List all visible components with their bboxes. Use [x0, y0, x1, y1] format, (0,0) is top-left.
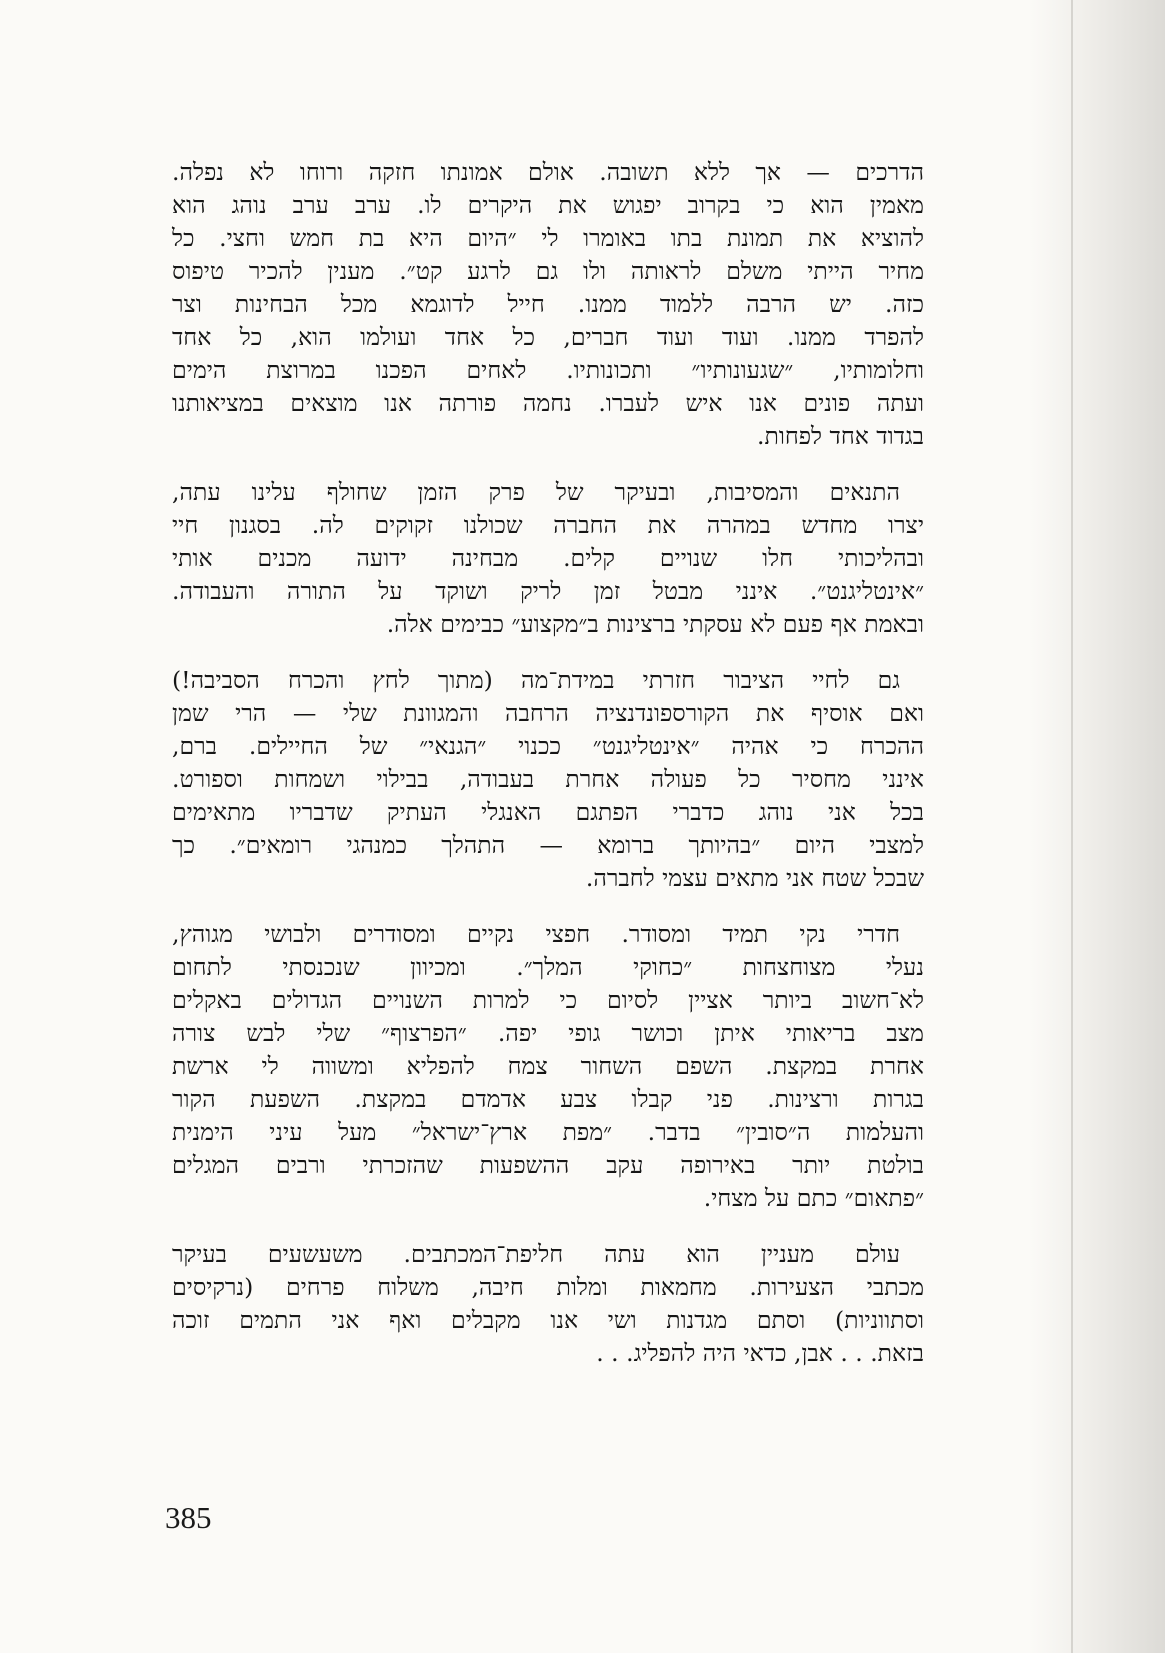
- paragraph-4: [172, 918, 924, 1215]
- text-line: למצבי היום ״בהיותך ברומא — התהלך כמנהגי רומאים״. כך: [172, 831, 924, 859]
- text-line: מחיר הייתי משלם לראותה ולו גם לרגע קט״. מענין להכיר טיפוס: [172, 257, 924, 285]
- text-line: כזה. יש הרבה ללמוד ממנו. חייל לדוגמא מכל הבחינות וצר: [172, 290, 924, 318]
- text-line: ״אינטליגנט״. אינני מבטל זמן לריק ושוקד על התורה והעבודה.: [172, 577, 924, 605]
- text-line: ובאמת אף פעם לא עסקתי ברצינות ב״מקצוע״ כבימים אלה.: [386, 610, 924, 638]
- text-line: יצרו מחדש במהרה את החברה שכולנו זקוקים לה. בסגנון חיי: [172, 511, 924, 539]
- text-line: בגדוד אחד לפחות.: [757, 422, 924, 450]
- text-line: להוציא את תמונת בתו באומרו לי ״היום היא בת חמש וחצי. כל: [172, 224, 924, 252]
- page-fold-line: [1071, 0, 1073, 1653]
- paragraph-1: [172, 156, 924, 453]
- text-line: ההכרח כי אהיה ״אינטליגנט״ ככנוי ״הגנאי״ של החיילים. ברם,: [172, 732, 924, 760]
- page-gutter-shadow: [1030, 0, 1165, 1653]
- text-line: מצב בריאותי איתן וכושר גופי יפה. ״הפרצוף״ שלי לבש צורה: [172, 1019, 924, 1047]
- text-line: בכל אני נוהג כדברי הפתגם האנגלי העתיק שדבריו מתאימים: [172, 798, 924, 826]
- text-line: ״פתאום״ כתם על מצחי.: [703, 1184, 924, 1212]
- text-line: ואם אוסיף את הקורספונדנציה הרחבה והמגוונת שלי — הרי שמן: [172, 699, 924, 727]
- text-line: מאמין הוא כי בקרוב יפגוש את היקרים לו. ערב ערב נוהג הוא: [172, 191, 924, 219]
- text-line: אינני מחסיר כל פעולה אחרת בעבודה, בבילוי ושמחות וספורט.: [172, 765, 924, 793]
- text-line: חדרי נקי תמיד ומסודר. חפצי נקיים ומסודרים ולבושי מגוהץ,: [172, 920, 900, 948]
- text-line: בזאת. . . אבן, כדאי היה להפליג. . .: [596, 1339, 924, 1367]
- paragraph-3: [172, 664, 924, 895]
- paragraph-5: [172, 1238, 924, 1370]
- text-line: שבכל שטח אני מתאים עצמי לחברה.: [585, 864, 924, 892]
- text-line: גם לחיי הציבור חזרתי במידת־מה (מתוך לחץ והכרח הסביבה!): [172, 666, 900, 694]
- text-line: הדרכים — אך ללא תשובה. אולם אמונתו חזקה ורוחו לא נפלה.: [172, 158, 924, 186]
- text-line: והעלמות ה״סובין״ בדבר. ״מפת ארץ־ישראל״ מעל עיני הימנית: [172, 1118, 924, 1146]
- text-line: נעלי מצוחצחות ״כחוקי המלך״. ומכיוון שנכנסתי לתחום: [172, 953, 924, 981]
- paragraph-2: [172, 476, 924, 641]
- text-line: מכתבי הצעירות. מחמאות ומלות חיבה, משלוח פרחים (נרקיסים: [172, 1273, 924, 1301]
- text-line: וסתווניות) וסתם מגדנות ושי אנו מקבלים ואף אני התמים זוכה: [172, 1306, 924, 1334]
- text-line: בולטת יותר באירופה עקב ההשפעות שהזכרתי ורבים המגלים: [172, 1151, 924, 1179]
- text-line: לא־חשוב ביותר אציין לסיום כי למרות השנויים הגדולים באקלים: [172, 986, 924, 1014]
- text-line: התנאים והמסיבות, ובעיקר של פרק הזמן שחולף עלינו עתה,: [172, 478, 900, 506]
- text-line: להפרד ממנו. ועוד ועוד חברים, כל אחד ועולמו הוא, כל אחד: [172, 323, 924, 351]
- body-text: [172, 156, 924, 1393]
- page-number: 385: [165, 1500, 212, 1535]
- text-line: עולם מעניין הוא עתה חליפת־המכתבים. משעשעים בעיקר: [172, 1240, 900, 1268]
- text-line: ובהליכותי חלו שנויים קלים. מבחינה ידועה מכנים אותי: [172, 544, 924, 572]
- text-line: אחרת במקצת. השפם השחור צמח להפליא ומשווה לי ארשת: [172, 1052, 924, 1080]
- text-line: וחלומותיו, ״שגעונותיו״ ותכונותיו. לאחים הפכנו במרוצת הימים: [172, 356, 924, 384]
- text-line: ועתה פונים אנו איש לעברו. נחמה פורתה אנו מוצאים במציאותנו: [172, 389, 924, 417]
- text-line: בגרות ורצינות. פני קבלו צבע אדמדם במקצת. השפעת הקור: [172, 1085, 924, 1113]
